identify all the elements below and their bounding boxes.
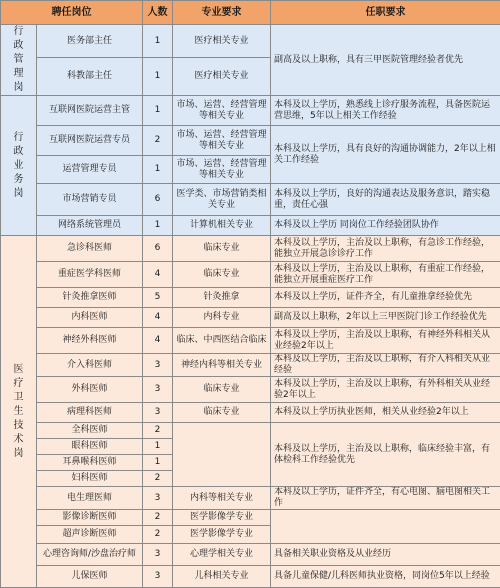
position-cell: 妇科医师 [37, 471, 143, 487]
requirement-cell: 本科及以上学历，主治及以上职称，有急诊工作经验，能独立开展急诊诊疗工作 [271, 236, 500, 262]
position-cell: 互联网医院运营专员 [37, 126, 143, 156]
count-cell: 1 [143, 216, 173, 236]
position-cell: 市场营销专员 [37, 184, 143, 216]
count-cell: 4 [143, 308, 173, 328]
position-cell: 眼科医师 [37, 439, 143, 455]
count-cell: 6 [143, 236, 173, 262]
requirement-cell: 本科及以上学历，证件齐全，有儿童推拿经验优先 [271, 288, 500, 308]
count-cell: 1 [143, 96, 173, 126]
count-cell: 2 [143, 126, 173, 156]
position-cell: 重症医学科医师 [37, 262, 143, 288]
major-cell: 医学影像学专业 [173, 510, 271, 526]
header-count: 人数 [143, 1, 173, 25]
table-row [1, 377, 500, 403]
position-cell: 医务部主任 [37, 25, 143, 58]
major-cell: 儿科相关专业 [173, 566, 271, 588]
table-row [1, 236, 500, 262]
position-cell: 内科医师 [37, 308, 143, 328]
count-cell: 1 [143, 25, 173, 58]
requirement-cell: 本科及以上学历，主治及以上职称，有重症工作经验，能独立开展重症医疗工作 [271, 262, 500, 288]
position-cell: 科教部主任 [37, 58, 143, 96]
table-row [1, 403, 500, 423]
major-cell: 医疗相关专业 [173, 25, 271, 58]
count-cell: 1 [143, 58, 173, 96]
table-row [1, 288, 500, 308]
count-cell: 3 [143, 354, 173, 377]
count-cell: 4 [143, 262, 173, 288]
position-cell: 神经外科医师 [37, 328, 143, 354]
header-row [1, 1, 500, 25]
count-cell: 2 [143, 471, 173, 487]
requirement-cell: 本科及以上学历，主治及以上职称，有外科相关从业经验2年以上 [271, 377, 500, 403]
requirement-cell: 具备儿童保健/儿科医师执业资格，同岗位5年以上经验 [271, 566, 500, 588]
count-cell: 3 [143, 544, 173, 566]
major-cell [173, 423, 271, 487]
category-medical-technical: 医 疗 卫 生 技 术 岗 [1, 236, 37, 588]
major-cell: 临床专业 [173, 262, 271, 288]
position-cell: 病理科医师 [37, 403, 143, 423]
header-position: 聘任岗位 [1, 1, 143, 25]
requirement-cell: 本科及以上学历 同岗位工作经验团队协作 [271, 216, 500, 236]
position-cell: 电生理医师 [37, 487, 143, 510]
header-requirement: 任职要求 [271, 1, 500, 25]
major-cell: 计算机相关专业 [173, 216, 271, 236]
major-cell: 临床专业 [173, 403, 271, 423]
table-row [1, 126, 500, 156]
position-cell: 心理咨询师/沙盘治疗师 [37, 544, 143, 566]
major-cell: 医学类、市场营销类相关专业 [173, 184, 271, 216]
requirement-cell: 本科及以上学历，具有良好的沟通协调能力，2年以上相关工作经验 [271, 126, 500, 184]
requirement-cell [271, 510, 500, 544]
major-cell: 市场、运营、经营管理等相关专业 [173, 96, 271, 126]
requirement-cell: 具备相关职业资格及从业经历 [271, 544, 500, 566]
table-row [1, 423, 500, 439]
count-cell: 2 [143, 526, 173, 544]
position-cell: 儿保医师 [37, 566, 143, 588]
position-cell: 运营管理专员 [37, 156, 143, 184]
table-row [1, 25, 500, 58]
count-cell: 3 [143, 566, 173, 588]
category-admin-business: 行 政 业 务 岗 [1, 96, 37, 236]
major-cell: 内科等相关专业 [173, 487, 271, 510]
table-row [1, 216, 500, 236]
count-cell: 4 [143, 328, 173, 354]
table-row [1, 184, 500, 216]
major-cell: 医疗相关专业 [173, 58, 271, 96]
table-row [1, 544, 500, 566]
position-cell: 影像诊断医师 [37, 510, 143, 526]
count-cell: 3 [143, 487, 173, 510]
table-row [1, 328, 500, 354]
requirement-cell: 本科及以上学历执业医师，相关从业经验2年以上 [271, 403, 500, 423]
count-cell: 6 [143, 184, 173, 216]
count-cell: 1 [143, 455, 173, 471]
count-cell: 3 [143, 403, 173, 423]
table-row [1, 510, 500, 526]
requirement-cell: 本科及以上学历，主治及以上职称，有介入科相关从业经验 [271, 354, 500, 377]
count-cell: 3 [143, 377, 173, 403]
position-cell: 急诊科医师 [37, 236, 143, 262]
count-cell: 1 [143, 439, 173, 455]
major-cell: 临床、中西医结合临床 [173, 328, 271, 354]
table-row [1, 308, 500, 328]
count-cell: 2 [143, 510, 173, 526]
table-row [1, 566, 500, 588]
major-cell: 临床专业 [173, 377, 271, 403]
requirement-cell: 本科及以上学历，主治及以上职称，有神经外科相关从业经验2年以上 [271, 328, 500, 354]
position-cell: 介入科医师 [37, 354, 143, 377]
position-cell: 互联网医院运营主管 [37, 96, 143, 126]
position-cell: 针灸推拿医师 [37, 288, 143, 308]
major-cell: 内科专业 [173, 308, 271, 328]
header-major: 专业要求 [173, 1, 271, 25]
requirement-cell: 本科及以上学历，良好的沟通表达及服务意识，踏实稳重，责任心强 [271, 184, 500, 216]
requirement-cell: 副高及以上职称，具有三甲医院管理经验者优先 [271, 25, 500, 96]
count-cell: 2 [143, 423, 173, 439]
table-row [1, 96, 500, 126]
category-admin-management: 行 政 管 理 岗 [1, 25, 37, 96]
table-row [1, 262, 500, 288]
position-cell: 网络系统管理员 [37, 216, 143, 236]
table-row [1, 354, 500, 377]
requirement-cell: 本科及以上学历，主治及以上职称，临床经验丰富，有体检科工作经验优先 [271, 423, 500, 487]
major-cell: 神经内科等相关专业 [173, 354, 271, 377]
requirement-cell: 副高及以上职称，2年以上三甲医院门诊工作经验优先 [271, 308, 500, 328]
position-cell: 耳鼻喉科医师 [37, 455, 143, 471]
major-cell: 心理学相关专业 [173, 544, 271, 566]
major-cell: 临床专业 [173, 236, 271, 262]
count-cell: 5 [143, 288, 173, 308]
position-cell: 超声诊断医师 [37, 526, 143, 544]
major-cell: 市场、运营、经营管理等相关专业 [173, 156, 271, 184]
major-cell: 针灸推拿 [173, 288, 271, 308]
count-cell: 1 [143, 156, 173, 184]
position-cell: 外科医师 [37, 377, 143, 403]
position-cell: 全科医师 [37, 423, 143, 439]
major-cell: 医学影像学专业 [173, 526, 271, 544]
requirement-cell: 本科及以上学历，熟悉线上诊疗服务流程，具备医院运营思维，5年以上相关工作经验 [271, 96, 500, 126]
requirement-cell: 本科及以上学历，证件齐全，有心电图、脑电图相关工作 [271, 487, 500, 510]
table-row [1, 487, 500, 510]
major-cell: 市场、运营、经营管理等相关专业 [173, 126, 271, 156]
